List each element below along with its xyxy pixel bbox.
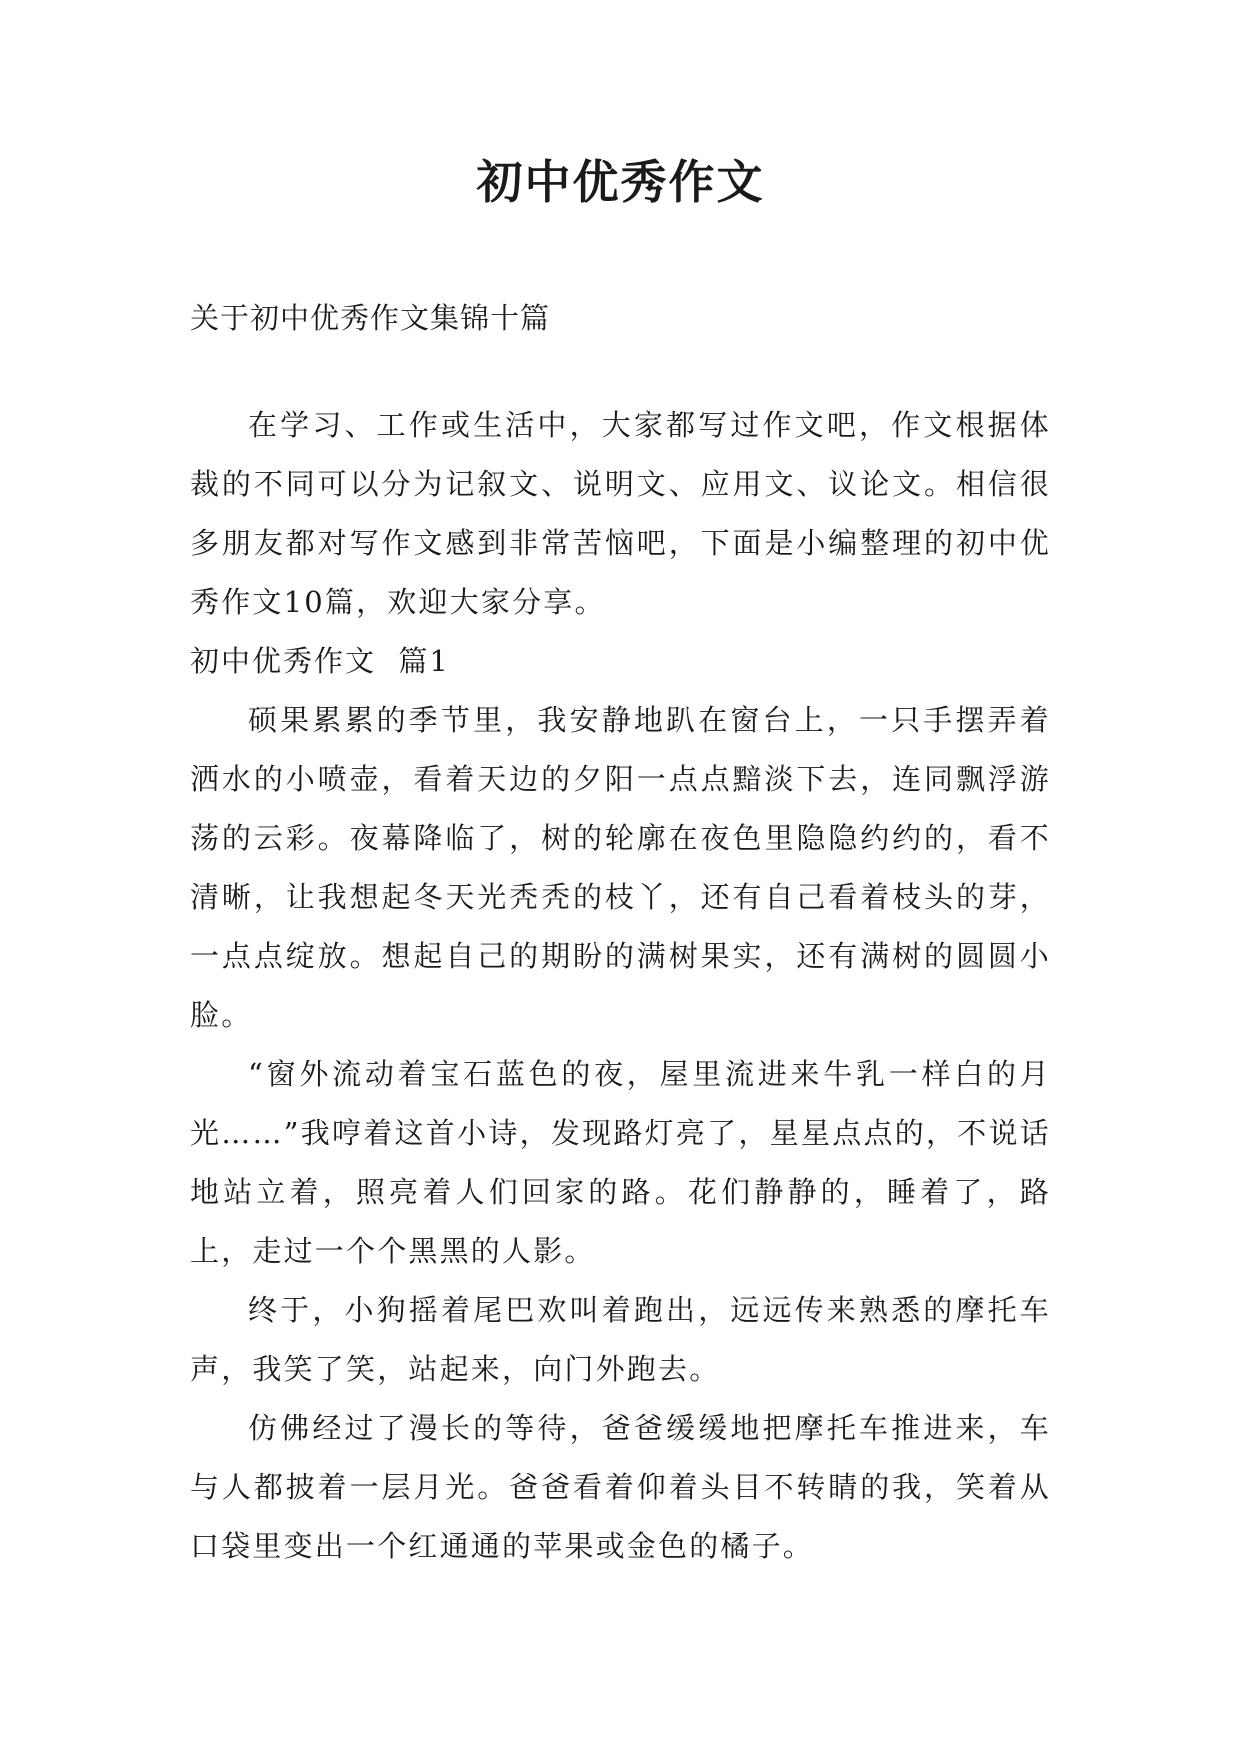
body-paragraph: 终于，小狗摇着尾巴欢叫着跑出，远远传来熟悉的摩托车声，我笑了笑，站起来，向门外跑去。 bbox=[190, 1293, 1051, 1386]
body-paragraph: “窗外流动着宝石蓝色的夜，屋里流进来牛乳一样白的月光……”我哼着这首小诗，发现路灯亮了，星星点点的，不说话地站立着，照亮着人们回家的路。花们静静的，睡着了，路上，走过一个个黑黑的人影。 bbox=[190, 1057, 1051, 1268]
document-title: 初中优秀作文 bbox=[476, 155, 765, 209]
body-paragraph: 硕果累累的季节里，我安静地趴在窗台上，一只手摆弄着洒水的小喷壶，看着天边的夕阳一点点黯淡下去，连同飘浮游荡的云彩。夜幕降临了，树的轮廓在夜色里隐隐约约的，看不清晰，让我想起冬天光秃秃的枝丫，还有自己看着枝头的芽，一点点绽放。想起自己的期盼的满树果实，还有满树的圆圆小脸。 bbox=[190, 703, 1051, 1032]
intro-paragraph: 在学习、工作或生活中，大家都写过作文吧，作文根据体裁的不同可以分为记叙文、说明文、应用文、议论文。相信很多朋友都对写作文感到非常苦恼吧，下面是小编整理的初中优秀作文10篇，欢迎大家分享。 bbox=[190, 408, 1051, 619]
document-subtitle: 关于初中优秀作文集锦十篇 bbox=[190, 301, 551, 335]
body-paragraph: 仿佛经过了漫长的等待，爸爸缓缓地把摩托车推进来，车与人都披着一层月光。爸爸看着仰着头目不转睛的我，笑着从口袋里变出一个红通通的苹果或金色的橘子。 bbox=[190, 1411, 1051, 1563]
document-body bbox=[190, 396, 1051, 1576]
section-heading: 初中优秀作文 篇1 bbox=[190, 644, 450, 678]
